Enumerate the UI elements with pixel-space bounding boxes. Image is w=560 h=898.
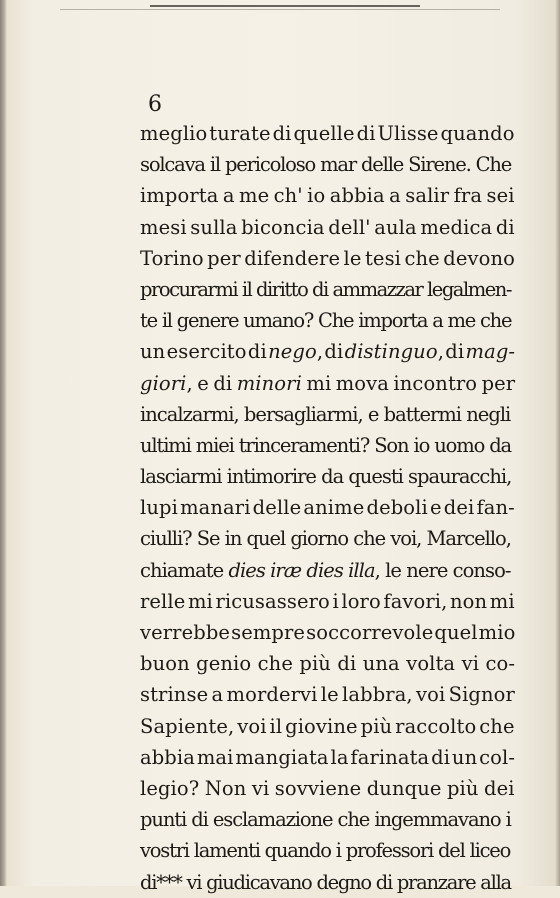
text-line: [140, 305, 515, 336]
text-segment: relle mi ricusassero i loro favori, non mi: [140, 589, 515, 613]
text-segment: ultimi miei trinceramenti? Son io uomo da: [140, 433, 512, 457]
text-line: [140, 867, 515, 898]
text-segment: incalzarmi, bersagliarmi, e battermi negli: [140, 402, 511, 426]
text-segment: vostri lamenti quando i professori del liceo: [140, 839, 511, 863]
text-line: [140, 555, 515, 586]
text-segment: te il genere umano? Che importa a me che: [140, 309, 512, 333]
text-line: [140, 180, 515, 211]
text-line: [140, 773, 515, 804]
text-segment: lasciarmi intimorire da questi spauracchi,: [140, 465, 512, 489]
text-segment: verrebbe sempre soccorrevole quel mio: [140, 621, 516, 644]
text-line: [140, 617, 515, 648]
text-segment: strinse a mordervi le labbra, voi Signor: [140, 683, 515, 707]
text-line: [140, 461, 515, 492]
text-segment: ciulli? Se in quel giorno che voi, Marcello,: [140, 527, 511, 551]
text-segment: mesi sulla biconcia dell' aula medica di: [140, 215, 515, 239]
text-line: [140, 835, 515, 866]
text-line: [140, 492, 515, 523]
text-segment: , e di: [186, 371, 237, 395]
text-line: [140, 430, 515, 461]
text-segment: meglio turate di quelle di Ulisse quando: [140, 122, 515, 145]
page-left-edge: [0, 0, 7, 886]
text-line: [140, 586, 515, 617]
text-segment: solcava il pericoloso mar delle Sirene. Che: [140, 153, 512, 177]
text-segment: di*** vi giudicavano degno di pranzare alla: [140, 870, 511, 894]
text-line: [140, 368, 515, 399]
text-line: [140, 742, 515, 773]
text-line: [140, 648, 515, 679]
text-line: [140, 336, 515, 367]
top-rule: [150, 5, 420, 7]
text-segment: Sapiente, voi il giovine più raccolto che: [140, 714, 515, 738]
text-line: [140, 523, 515, 554]
italic-text: giori: [140, 371, 187, 395]
italic-text: dies iræ dies illa: [228, 558, 375, 582]
text-segment: Torino per difendere le tesi che devono: [140, 246, 515, 270]
italic-text: mag-: [465, 340, 516, 364]
italic-text: distinguo: [344, 340, 438, 364]
text-segment: importa a me ch' io abbia a salir fra sei: [140, 184, 515, 208]
text-segment: mi mova incontro per: [301, 371, 516, 395]
text-segment: procurarmi il diritto di ammazzar legalmen-: [140, 277, 511, 301]
text-segment: , le nere conso-: [374, 558, 511, 582]
body-text: [140, 118, 515, 898]
page-right-edge: [555, 0, 560, 886]
text-line: [140, 149, 515, 180]
text-segment: chiamate: [140, 558, 229, 582]
text-line: [140, 399, 515, 430]
text-line: [140, 804, 515, 835]
text-line: [140, 711, 515, 742]
text-line: [140, 118, 515, 149]
text-segment: abbia mai mangiata la farinata di un col-: [140, 745, 516, 769]
text-segment: lupi manari delle anime deboli e dei fan-: [140, 496, 515, 520]
text-line: [140, 212, 515, 243]
text-segment: , di: [316, 340, 345, 364]
text-line: [140, 243, 515, 274]
text-segment: punti di esclamazione che ingemmavano i: [140, 808, 511, 832]
text-segment: buon genio che più di una volta vi co-: [140, 652, 516, 676]
italic-text: nego: [268, 340, 317, 364]
text-line: [140, 679, 515, 710]
text-line: [140, 274, 515, 305]
top-rule-thin: [60, 9, 500, 10]
page-number: 6: [148, 92, 162, 117]
italic-text: minori: [236, 371, 302, 395]
text-segment: , di: [437, 340, 466, 364]
text-segment: un esercito di: [140, 340, 269, 364]
text-segment: legio? Non vi sovviene dunque più dei: [140, 776, 515, 800]
